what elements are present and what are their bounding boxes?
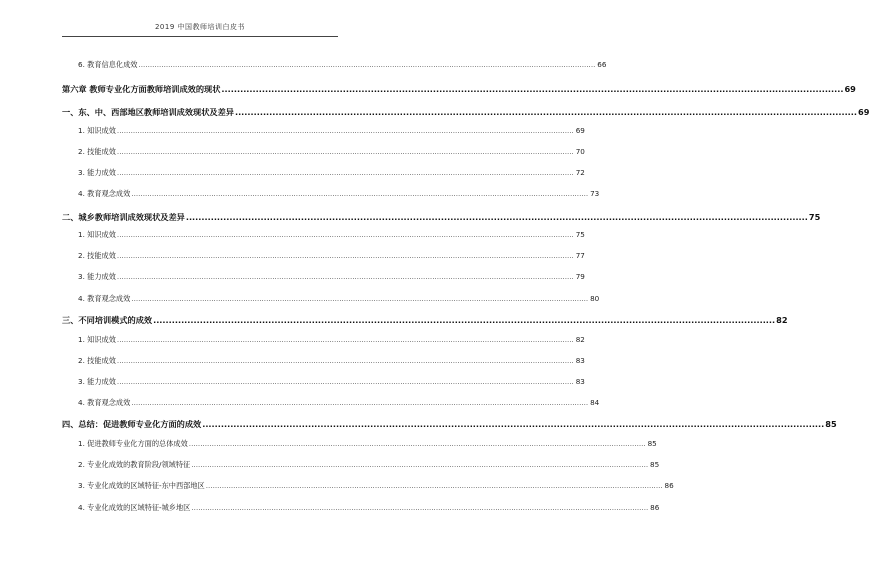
toc-leader-dots: ........................................................................................................................................................................................................	[116, 356, 574, 365]
toc-entry-row[interactable]	[62, 268, 585, 282]
toc-label: 2. 技能成效	[78, 147, 116, 156]
toc-heading-row[interactable]	[62, 103, 869, 117]
toc-label: 三、不同培训模式的成效	[62, 315, 153, 325]
toc-page-number: 82	[776, 315, 788, 325]
toc-leader-dots: ........................................................................................................................................................................................................	[221, 84, 844, 94]
toc-leader-dots: ........................................................................................................................................................................................................	[116, 272, 574, 281]
toc-page-number: 85	[825, 419, 837, 429]
toc-page-number: 72	[575, 168, 585, 177]
toc-label: 3. 能力成效	[78, 377, 116, 386]
toc-heading-row[interactable]	[62, 208, 821, 222]
toc-label: 1. 促进教师专业化方面的总体成效	[78, 439, 188, 448]
toc-page-number: 75	[575, 230, 585, 239]
toc-leader-dots: ........................................................................................................................................................................................................	[153, 315, 776, 325]
toc-leader-dots: ........................................................................................................................................................................................................	[116, 377, 574, 386]
toc-leader-dots: ........................................................................................................................................................................................................	[191, 503, 649, 512]
toc-page-number: 75	[808, 212, 821, 222]
toc-leader-dots: ........................................................................................................................................................................................................	[202, 419, 825, 429]
toc-page-number: 82	[575, 335, 585, 344]
header-title: 2019 中国教师培训白皮书	[154, 23, 246, 31]
toc-label: 第六章 教师专业化方面教师培训成效的现状	[62, 84, 221, 94]
toc-entry-row[interactable]	[62, 373, 585, 387]
toc-page-number: 73	[590, 189, 600, 198]
toc-label: 3. 能力成效	[78, 168, 116, 177]
toc-label: 4. 教育观念成效	[78, 398, 131, 407]
toc-entry-row[interactable]	[62, 352, 585, 366]
toc-leader-dots: ........................................................................................................................................................................................................	[234, 107, 858, 117]
toc-entry-row[interactable]	[62, 122, 585, 136]
toc-leader-dots: ........................................................................................................................................................................................................	[116, 168, 574, 177]
toc-entry-row[interactable]	[62, 185, 600, 199]
toc-leader-dots: ........................................................................................................................................................................................................	[116, 230, 574, 239]
toc-leader-dots: ........................................................................................................................................................................................................	[205, 481, 663, 490]
toc-entry-row[interactable]	[62, 143, 585, 157]
toc-page-number: 85	[650, 460, 660, 469]
toc-leader-dots: ........................................................................................................................................................................................................	[116, 147, 574, 156]
toc-leader-dots: ........................................................................................................................................................................................................	[185, 212, 808, 222]
toc-leader-dots: ........................................................................................................................................................................................................	[131, 398, 589, 407]
toc-page-number: 84	[590, 398, 600, 407]
toc-label: 二、城乡教师培训成效现状及差异	[62, 212, 185, 222]
toc-leader-dots: ........................................................................................................................................................................................................	[138, 60, 596, 69]
toc-entry-row[interactable]	[62, 499, 660, 513]
toc-entry-row[interactable]	[62, 247, 585, 261]
toc-page-number: 79	[575, 272, 585, 281]
toc-page-number: 83	[575, 356, 585, 365]
toc-label: 四、总结：促进教师专业化方面的成效	[62, 419, 202, 429]
toc-entry-row[interactable]	[62, 226, 585, 240]
toc-entry-row[interactable]	[62, 435, 657, 449]
toc-page-number: 85	[647, 439, 657, 448]
toc-page-number: 69	[844, 84, 856, 94]
toc-label: 4. 专业化成效的区域特征-城乡地区	[78, 503, 191, 512]
toc-label: 3. 能力成效	[78, 272, 116, 281]
toc-page-number: 66	[597, 60, 607, 69]
toc-label: 1. 知识成效	[78, 126, 116, 135]
toc-entry-row[interactable]	[62, 164, 585, 178]
toc-label: 2. 专业化成效的教育阶段/领域特征	[78, 460, 191, 469]
toc-leader-dots: ........................................................................................................................................................................................................	[191, 460, 649, 469]
toc-page-number: 70	[575, 147, 585, 156]
page-header	[62, 22, 338, 37]
toc-entry-row[interactable]	[62, 394, 600, 408]
toc-page-number: 77	[575, 251, 585, 260]
toc-page-number: 86	[664, 481, 674, 490]
toc-leader-dots: ........................................................................................................................................................................................................	[116, 251, 574, 260]
toc-page-number: 86	[650, 503, 660, 512]
toc-leader-dots: ........................................................................................................................................................................................................	[188, 439, 646, 448]
toc-label: 3. 专业化成效的区域特征-东中西部地区	[78, 481, 205, 490]
toc-page-number: 69	[575, 126, 585, 135]
toc-heading-row[interactable]	[62, 415, 837, 429]
toc-entry-row[interactable]	[62, 456, 660, 470]
toc-leader-dots: ........................................................................................................................................................................................................	[116, 335, 574, 344]
toc-page-number: 80	[590, 294, 600, 303]
toc-label: 1. 知识成效	[78, 335, 116, 344]
toc-label: 2. 技能成效	[78, 356, 116, 365]
toc-entry-row[interactable]	[62, 331, 585, 345]
toc-label: 6. 教育信息化成效	[78, 60, 138, 69]
toc-page-number: 69	[858, 107, 869, 117]
toc-label: 1. 知识成效	[78, 230, 116, 239]
toc-label: 一、东、中、西部地区教师培训成效现状及差异	[62, 107, 234, 117]
toc-leader-dots: ........................................................................................................................................................................................................	[131, 294, 589, 303]
toc-entry-row[interactable]	[62, 56, 607, 70]
toc-leader-dots: ........................................................................................................................................................................................................	[131, 189, 589, 198]
toc-heading-row[interactable]	[62, 80, 856, 94]
toc-page-number: 83	[575, 377, 585, 386]
toc-label: 4. 教育观念成效	[78, 189, 131, 198]
toc-heading-row[interactable]	[62, 311, 788, 325]
toc-entry-row[interactable]	[62, 477, 674, 491]
toc-label: 4. 教育观念成效	[78, 294, 131, 303]
toc-leader-dots: ........................................................................................................................................................................................................	[116, 126, 574, 135]
toc-entry-row[interactable]	[62, 290, 600, 304]
toc-label: 2. 技能成效	[78, 251, 116, 260]
